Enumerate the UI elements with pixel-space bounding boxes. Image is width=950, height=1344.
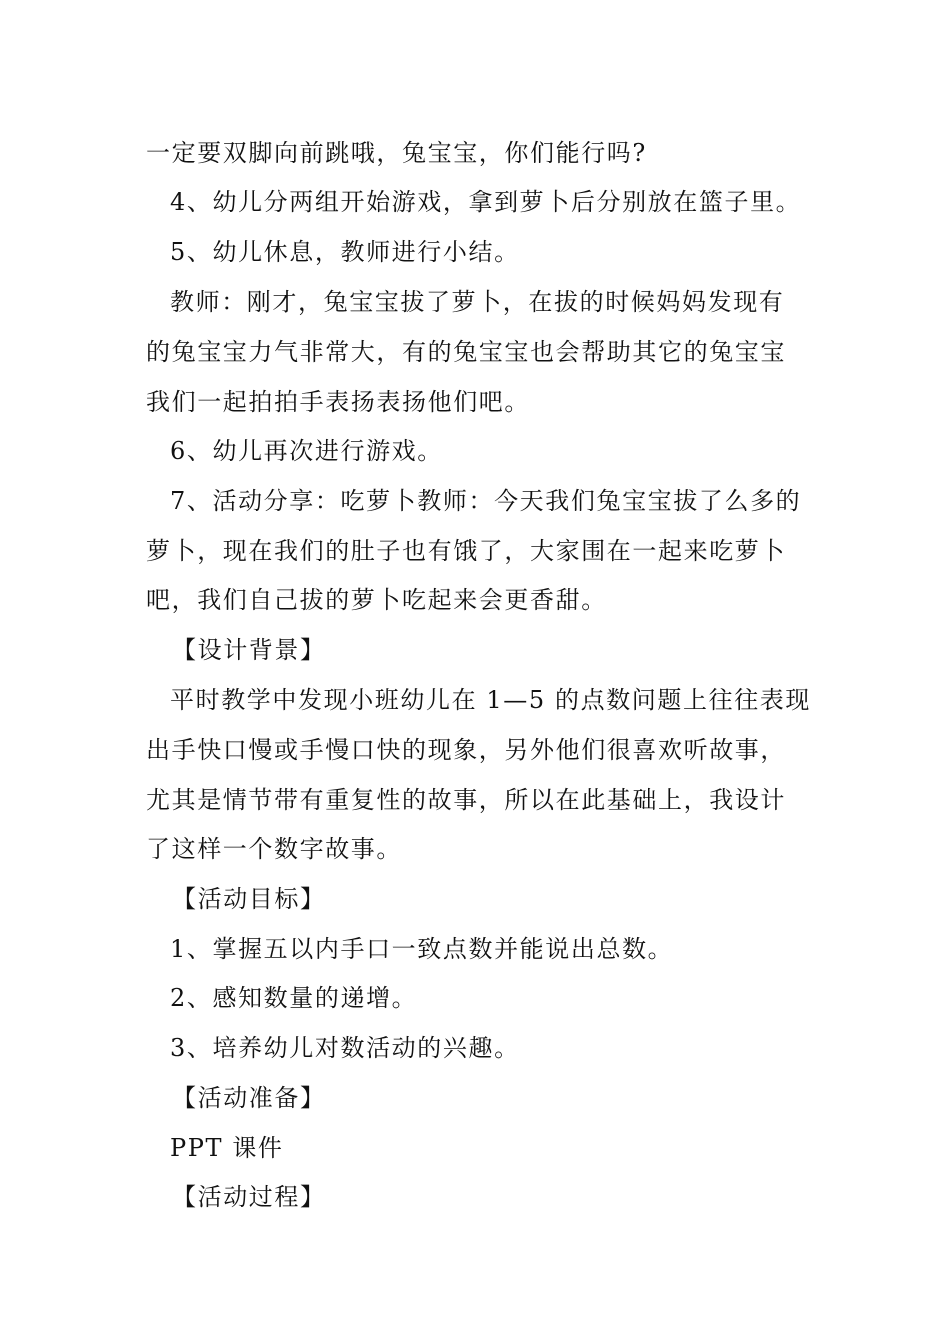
- goal-2-text: 2、感知数量的递增。: [170, 984, 418, 1012]
- step-7-text: 7、活动分享：吃萝卜教师：今天我们兔宝宝拔了么多的: [170, 487, 802, 515]
- goal-3-text: 3、培养幼儿对数活动的兴趣。: [170, 1034, 520, 1062]
- paragraph-line: 吧，我们自己拔的萝卜吃起来会更香甜。: [146, 586, 607, 614]
- preparation-text: PPT 课件: [170, 1134, 284, 1162]
- paragraph-line: 尤其是情节带有重复性的故事，所以在此基础上，我设计: [146, 786, 786, 814]
- step-6-text: 6、幼儿再次进行游戏。: [170, 437, 443, 465]
- section-heading-activity-preparation: 【活动准备】: [172, 1084, 326, 1112]
- section-heading-activity-goals: 【活动目标】: [172, 885, 326, 913]
- paragraph-line: 萝卜，现在我们的肚子也有饿了，大家围在一起来吃萝卜: [146, 537, 786, 565]
- paragraph-line: 我们一起拍拍手表扬表扬他们吧。: [146, 388, 530, 416]
- paragraph-line: 了这样一个数字故事。: [146, 835, 402, 863]
- paragraph-line: 出手快口慢或手慢口快的现象，另外他们很喜欢听故事，: [146, 736, 786, 764]
- paragraph-line: 一定要双脚向前跳哦，兔宝宝，你们能行吗?: [146, 139, 647, 167]
- section-heading-design-background: 【设计背景】: [172, 636, 326, 664]
- goal-1-text: 1、掌握五以内手口一致点数并能说出总数。: [170, 935, 674, 963]
- section-heading-activity-process: 【活动过程】: [172, 1183, 326, 1211]
- paragraph-line: 平时教学中发现小班幼儿在 1—5 的点数问题上往往表现: [170, 686, 811, 714]
- paragraph-line: 教师：刚才，兔宝宝拔了萝卜，在拔的时候妈妈发现有: [170, 288, 785, 316]
- step-5-text: 5、幼儿休息，教师进行小结。: [170, 238, 520, 266]
- step-4-text: 4、幼儿分两组开始游戏，拿到萝卜后分别放在篮子里。: [170, 188, 802, 216]
- paragraph-line: 的兔宝宝力气非常大，有的兔宝宝也会帮助其它的兔宝宝: [146, 338, 786, 366]
